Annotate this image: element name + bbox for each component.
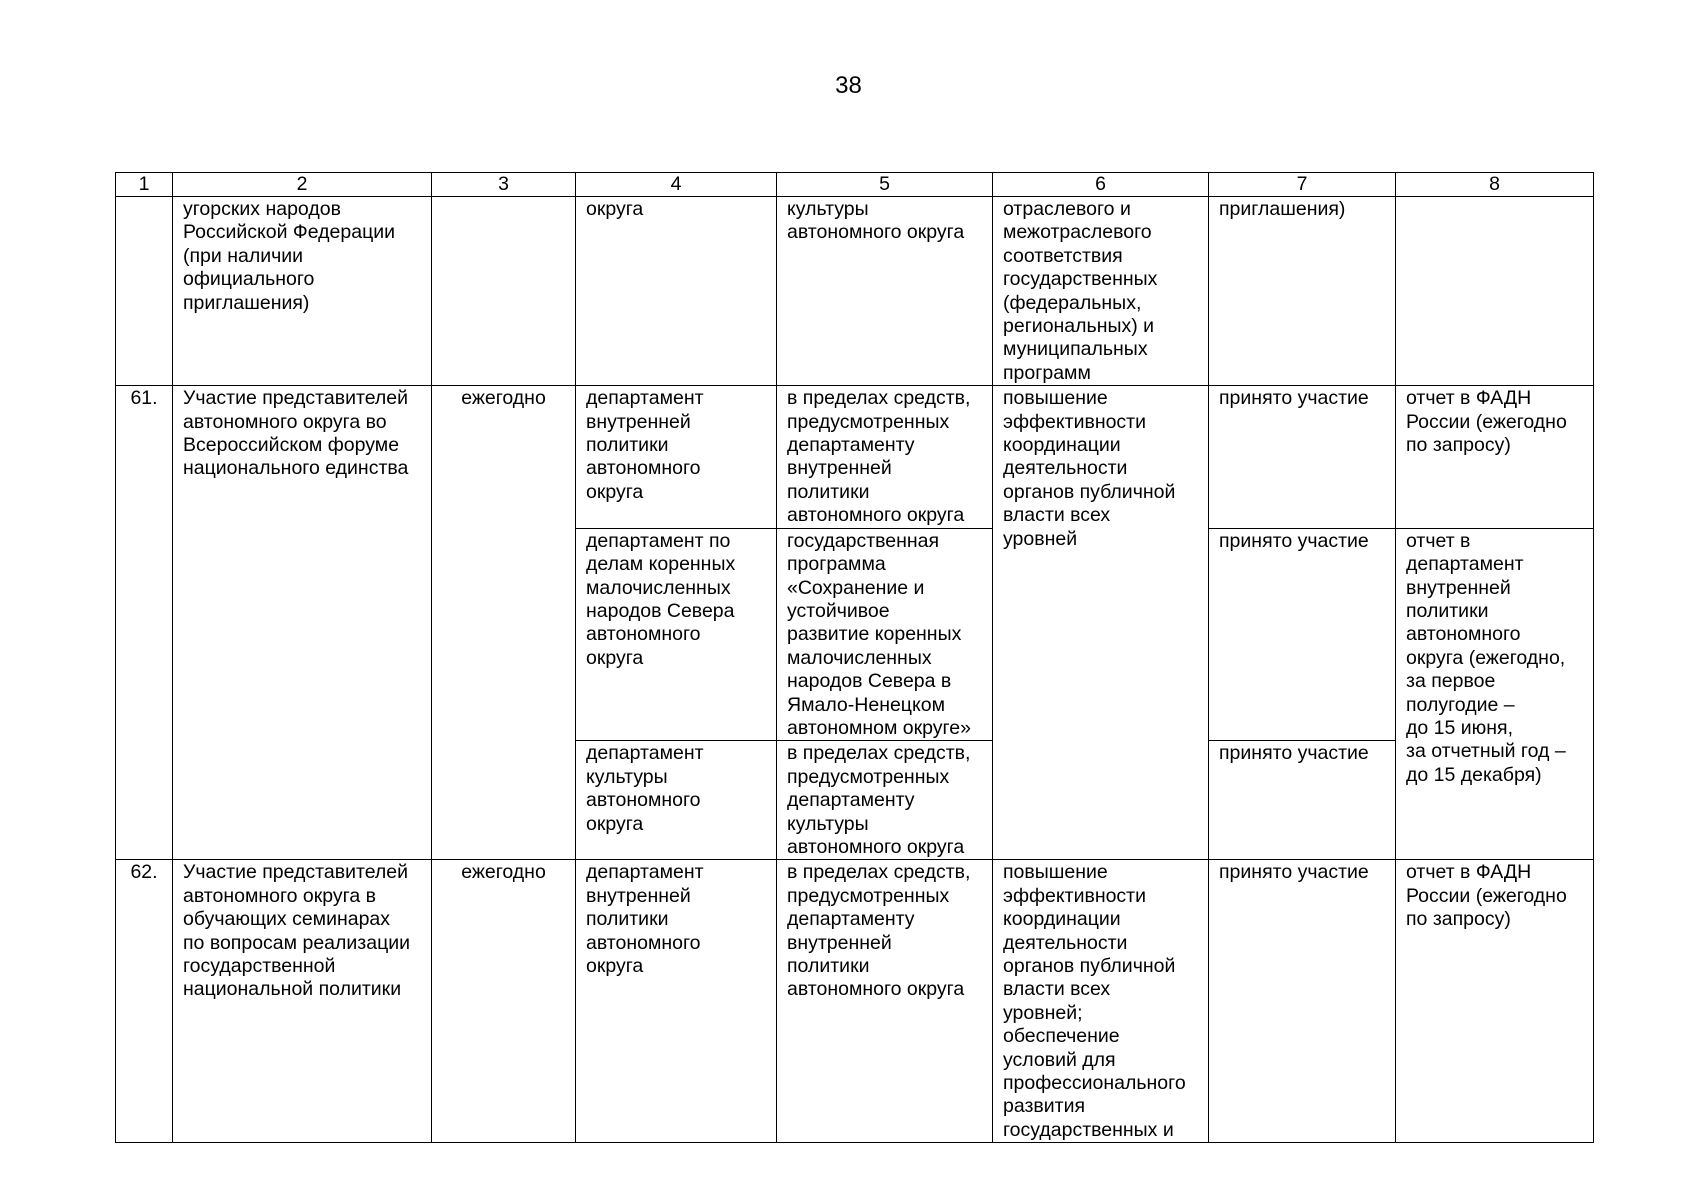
- result-cell: повышение эффективности координации деятельности органов публичной власти всех уровней: [993, 386, 1209, 860]
- table-row: [116, 386, 1594, 528]
- row-number: 62.: [116, 860, 173, 1143]
- period-cell: ежегодно: [432, 860, 576, 1143]
- funding-cell: в пределах средств, предусмотренных департаменту внутренней политики автономного округа: [777, 860, 993, 1143]
- indicator-cell: принято участие: [1209, 386, 1396, 528]
- funding-cell: государственная программа «Сохранение и устойчивое развитие коренных малочисленных народов Севера в Ямало-Ненецком автономном округе»: [777, 528, 993, 741]
- page-number: 38: [835, 72, 862, 99]
- event-cell: Участие представителей автономного округа во Всероссийском форуме национального единства: [173, 386, 432, 860]
- continuation-report-cell: [1396, 197, 1594, 386]
- continuation-period-cell: [432, 197, 576, 386]
- funding-cell: в пределах средств, предусмотренных департаменту культуры автономного округа: [777, 741, 993, 860]
- executor-cell: департамент внутренней политики автономного округа: [576, 860, 777, 1143]
- continuation-number-cell: [116, 197, 173, 386]
- event-cell: Участие представителей автономного округа в обучающих семинарах по вопросам реализации государственной национальной политики: [173, 860, 432, 1143]
- executor-cell: департамент внутренней политики автономного округа: [576, 386, 777, 528]
- funding-cell: в пределах средств, предусмотренных департаменту внутренней политики автономного округа: [777, 386, 993, 528]
- report-cell: отчет в ФАДН России (ежегодно по запросу): [1396, 386, 1594, 528]
- table-row: [116, 860, 1594, 1143]
- column-number-7: 7: [1209, 173, 1396, 197]
- report-cell: отчет в ФАДН России (ежегодно по запросу): [1396, 860, 1594, 1143]
- continuation-executor-cell: округа: [576, 197, 777, 386]
- indicator-cell: принято участие: [1209, 860, 1396, 1143]
- row-number: 61.: [116, 386, 173, 860]
- continuation-indicator-cell: приглашения): [1209, 197, 1396, 386]
- column-number-4: 4: [576, 173, 777, 197]
- column-number-row: [116, 173, 1594, 197]
- column-number-3: 3: [432, 173, 576, 197]
- continuation-event-cell: угорских народов Российской Федерации (при наличии официального приглашения): [173, 197, 432, 386]
- continuation-result-cell: отраслевого и межотраслевого соответствия государственных (федеральных, региональных) и муниципальных программ: [993, 197, 1209, 386]
- period-cell: ежегодно: [432, 386, 576, 860]
- indicator-cell: принято участие: [1209, 741, 1396, 860]
- continuation-funding-cell: культуры автономного округа: [777, 197, 993, 386]
- column-number-8: 8: [1396, 173, 1594, 197]
- measures-table: [115, 172, 1594, 1143]
- continuation-row: [116, 197, 1594, 386]
- column-number-6: 6: [993, 173, 1209, 197]
- executor-cell: департамент по делам коренных малочисленных народов Севера автономного округа: [576, 528, 777, 741]
- report-cell: отчет в департамент внутренней политики автономного округа (ежегодно, за первое полугодие – до 15 июня, за отчетный год – до 15 декабря): [1396, 528, 1594, 860]
- column-number-1: 1: [116, 173, 173, 197]
- column-number-2: 2: [173, 173, 432, 197]
- indicator-cell: принято участие: [1209, 528, 1396, 741]
- executor-cell: департамент культуры автономного округа: [576, 741, 777, 860]
- column-number-5: 5: [777, 173, 993, 197]
- result-cell: повышение эффективности координации деятельности органов публичной власти всех уровней; обеспечение условий для профессионального развития государственных и: [993, 860, 1209, 1143]
